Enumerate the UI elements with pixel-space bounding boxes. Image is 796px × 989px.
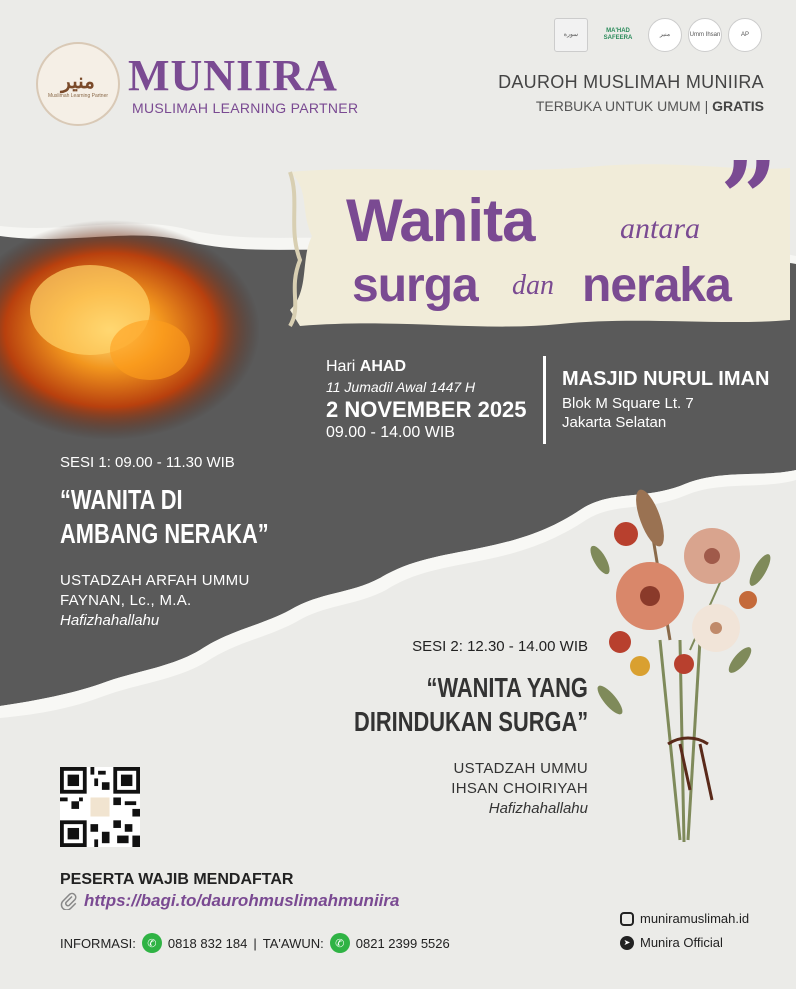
telegram-text[interactable]: Munira Official xyxy=(640,935,723,950)
session2-speaker: USTADZAH UMMU xyxy=(453,760,588,777)
contact-info xyxy=(60,933,450,953)
session1-speaker: USTADZAH ARFAH UMMU xyxy=(60,572,250,589)
registration-url[interactable]: https://bagi.to/daurohmuslimahmuniira xyxy=(84,891,400,910)
session2-time: SESI 2: 12.30 - 14.00 WIB xyxy=(412,638,588,655)
event-access xyxy=(536,98,764,114)
logo-tagline: Muslimah Learning Partner xyxy=(47,93,109,99)
day-prefix: Hari xyxy=(326,358,356,375)
partner-logo: MA'HAD SAFEERA xyxy=(603,28,633,41)
partner-logo: Umm Ihsan xyxy=(688,18,722,52)
session1-honorific: Hafizhahallahu xyxy=(60,612,160,629)
logo-script: منير xyxy=(61,69,95,93)
session2-honorific: Hafizhahallahu xyxy=(488,800,588,817)
separator: | xyxy=(253,935,257,951)
session1-title: “WANITA DI xyxy=(60,484,183,515)
session2-title: DIRINDUKAN SURGA” xyxy=(353,706,588,737)
session2-speaker: IHSAN CHOIRIYAH xyxy=(451,780,588,797)
registration-qr-code[interactable] xyxy=(60,767,140,847)
venue-city: Jakarta Selatan xyxy=(562,414,667,431)
registration-heading: PESERTA WAJIB MENDAFTAR xyxy=(60,871,294,888)
partner-logos xyxy=(554,18,762,52)
taawun-label: TA'AWUN: xyxy=(262,935,324,951)
session2-title: “WANITA YANG xyxy=(426,672,588,703)
event-price: GRATIS xyxy=(712,98,764,114)
session1-speaker: FAYNAN, Lc., M.A. xyxy=(60,592,192,609)
event-name: DAUROH MUSLIMAH MUNIIRA xyxy=(498,72,764,92)
registration-link[interactable] xyxy=(60,891,399,911)
event-date: 2 NOVEMBER 2025 xyxy=(326,397,527,422)
whatsapp-icon: ✆ xyxy=(142,933,162,953)
instagram-icon xyxy=(620,912,634,926)
event-time: 09.00 - 14.00 WIB xyxy=(326,424,455,441)
partner-logo: منير xyxy=(648,18,682,52)
session1-title: AMBANG NERAKA” xyxy=(60,518,269,549)
info-label: INFORMASI: xyxy=(60,935,136,951)
venue-name: MASJID NURUL IMAN xyxy=(562,368,770,390)
theme-connector: antara xyxy=(620,212,701,245)
info-phone[interactable]: 0818 832 184 xyxy=(167,935,248,951)
partner-logo: AP xyxy=(728,18,762,52)
quote-mark-icon: ” xyxy=(720,139,778,257)
theme-title-word: Wanita xyxy=(346,187,535,254)
partner-logo: سورة xyxy=(554,18,588,52)
brand-name: MUNIIRA xyxy=(128,51,338,100)
instagram-handle[interactable] xyxy=(620,911,749,926)
muniira-logo xyxy=(36,42,120,126)
instagram-text[interactable]: muniramuslimah.id xyxy=(640,911,750,926)
theme-title-word: neraka xyxy=(582,259,731,312)
theme-connector: dan xyxy=(512,270,554,301)
theme-title-word: surga xyxy=(352,259,478,312)
telegram-icon: ➤ xyxy=(620,936,634,950)
event-day xyxy=(326,358,406,376)
brand-subtitle: MUSLIMAH LEARNING PARTNER xyxy=(132,100,359,116)
venue-address: Blok M Square Lt. 7 xyxy=(562,395,694,412)
whatsapp-icon: ✆ xyxy=(330,933,350,953)
event-access-text: TERBUKA UNTUK UMUM | xyxy=(535,98,709,114)
hijri-date: 11 Jumadil Awal 1447 H xyxy=(326,379,476,395)
divider xyxy=(543,356,546,444)
day-name: AHAD xyxy=(359,358,407,375)
paperclip-icon xyxy=(60,892,78,910)
taawun-phone[interactable]: 0821 2399 5526 xyxy=(355,935,450,951)
session1-time: SESI 1: 09.00 - 11.30 WIB xyxy=(60,454,235,471)
telegram-channel[interactable] xyxy=(620,935,723,950)
